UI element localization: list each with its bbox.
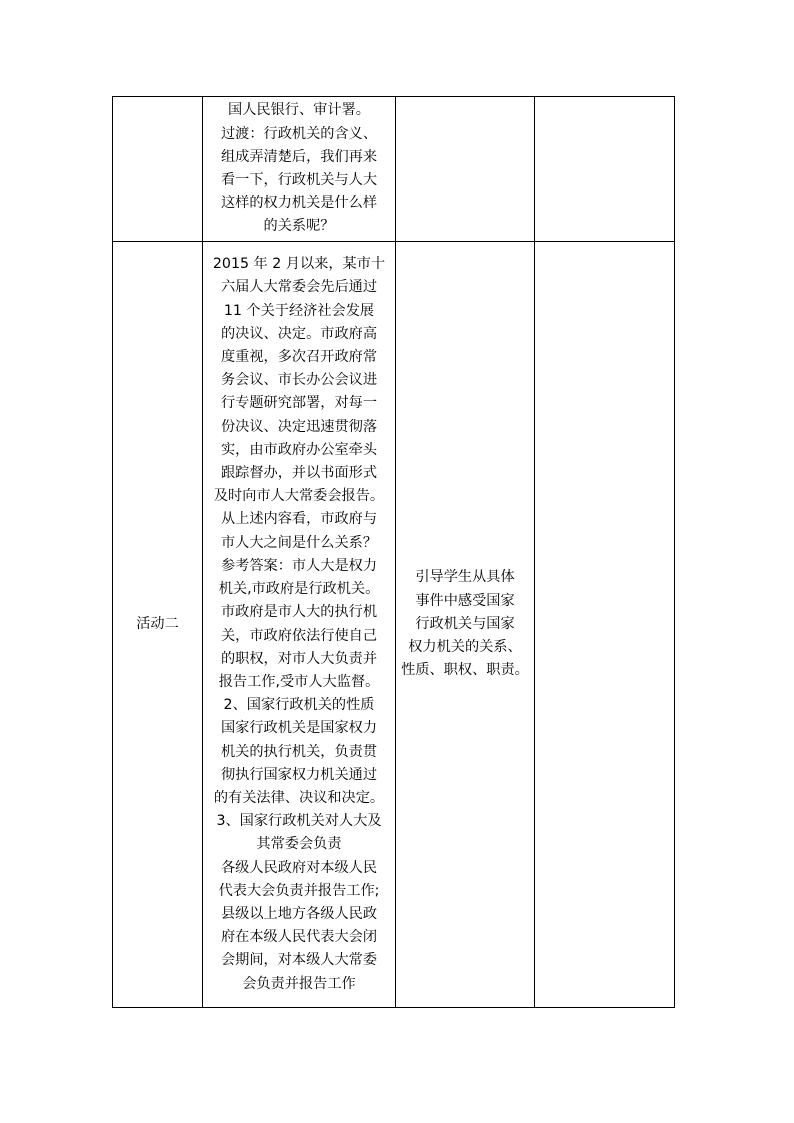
content-line: 县级以上地方各级人民政 [220,905,378,922]
content-line: 国人民银行、审计署。 [228,102,370,119]
content-line: 2015 年 2 月以来，某市十 [212,256,386,273]
intent-line: 权力机关的关系、 [408,639,522,656]
content-line: 六届人大常委会先后通过 [220,279,378,296]
content-line: 的职权，对市人大负责并 [220,650,378,667]
content-line: 机关,市政府是行政机关。 [218,581,380,598]
content-line: 会负责并报告工作 [242,975,356,992]
content-line: 2、国家行政机关的性质 [223,697,375,714]
content-line: 府在本级人民代表大会闭 [220,929,378,946]
content-line: 的有关法律、决议和决定。 [213,789,385,806]
content-line: 其常委会负责 [256,836,342,853]
content-line: 各级人民政府对本级人民 [220,859,378,876]
content-line: 看一下，行政机关与人大 [220,172,378,188]
content-cell [203,242,396,1008]
content-line: 报告工作,受市人大监督。 [218,673,380,690]
content-cell [203,97,396,242]
content-line: 组成弄清楚后，我们再来 [220,148,378,165]
content-line: 的决议、决定。市政府高 [220,325,378,342]
content-line: 的关系呢？ [263,218,335,235]
notes-cell [535,97,675,242]
content-line: 务会议、市长办公会议进 [220,372,378,389]
content-line: 份决议、决定迅速贯彻落 [220,418,378,435]
activity-cell: 活动二 [113,242,203,1008]
content-line: 代表大会负责并报告工作; [218,882,380,899]
content-line: 关，市政府依法行使自己 [220,627,378,644]
intent-line: 事件中感受国家 [415,592,515,609]
intent-cell [396,242,535,1008]
intent-cell [396,97,535,242]
activity-cell [113,97,203,242]
content-line: 参考答案：市人大是权力 [220,557,378,574]
table-row [113,97,675,242]
content-line: 及时向市人大常委会报告。 [213,488,385,505]
table-row [113,242,675,1008]
content-line: 市人大之间是什么关系？ [220,534,378,551]
content-line: 国家行政机关是国家权力 [220,720,378,737]
content-line: 过渡：行政机关的含义、 [220,125,378,142]
content-line: 彻执行国家权力机关通过 [220,766,378,783]
content-line: 度重视，多次召开政府常 [220,349,378,366]
intent-line: 引导学生从具体 [415,569,515,586]
content-line: 会期间，对本级人大常委 [220,952,378,969]
content-line: 实，由市政府办公室牵头 [220,441,378,458]
intent-line: 性质、职权、职责。 [401,662,529,679]
content-line: 11 个关于经济社会发展 [223,302,375,319]
lesson-plan-table [112,96,675,1008]
notes-cell [535,242,675,1008]
content-line: 这样的权力机关是什么样 [220,195,378,212]
content-line: 市政府是市人大的执行机 [220,604,378,621]
content-line: 跟踪督办，并以书面形式 [220,465,378,482]
content-line: 3、国家行政机关对人大及 [216,813,382,830]
content-line: 行专题研究部署，对每一 [220,395,378,412]
intent-line: 行政机关与国家 [415,615,515,632]
content-line: 从上述内容看，市政府与 [220,511,378,528]
content-line: 机关的执行机关，负责贯 [220,743,378,760]
